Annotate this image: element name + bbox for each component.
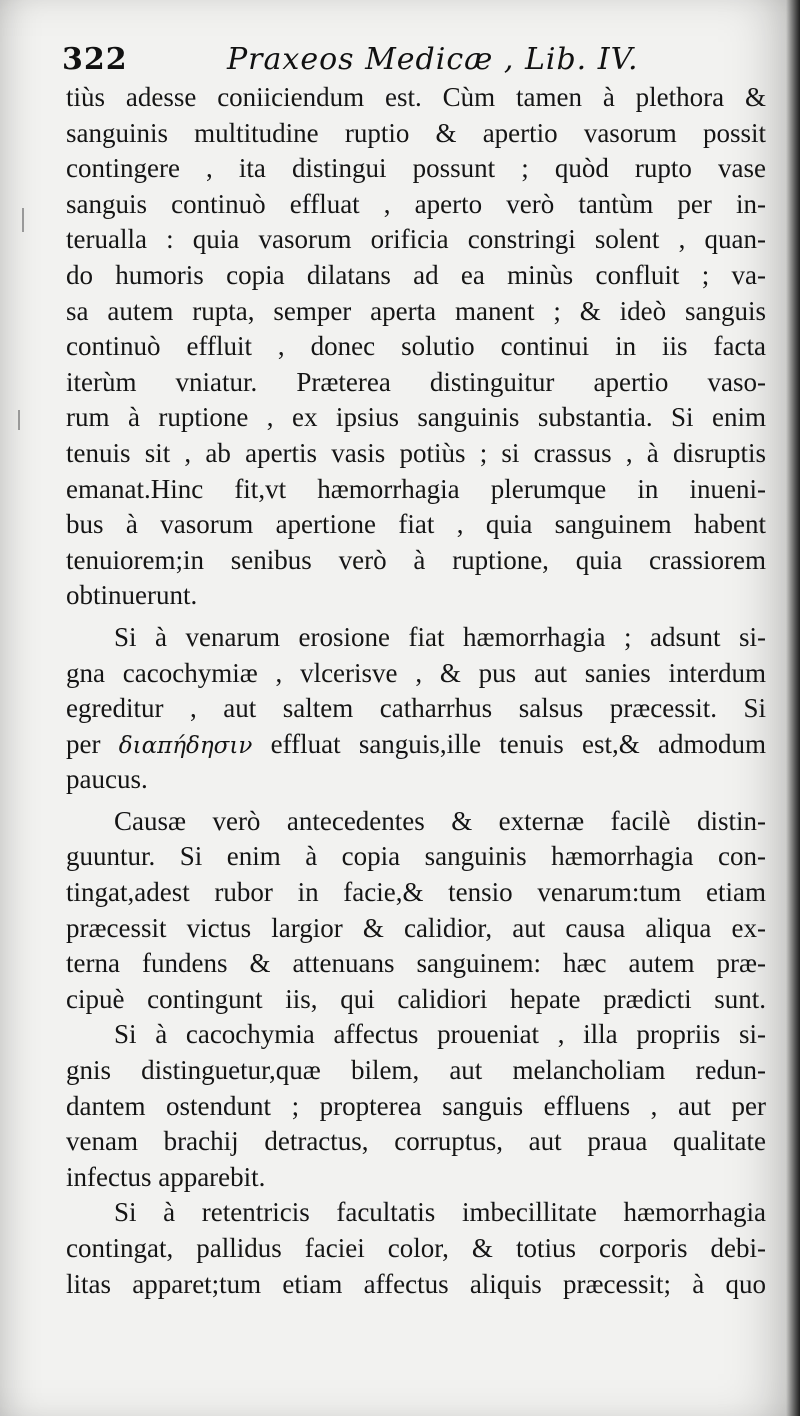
paragraph-start: Si à retentricis facultatis imbecillitate hæmorrhagia (114, 1197, 766, 1228)
text-line: tingat,adest rubor in facie,& tensio venarum:tum etiam (66, 877, 766, 908)
text-line: præcessit victus largior & calidior, aut causa aliqua ex- (66, 912, 766, 943)
text-line: terna fundens & attenuans sanguinem: hæc autem præ- (66, 948, 766, 979)
text-line: egreditur , aut saltem catharrhus salsus præcessit. Si (66, 693, 766, 724)
paragraph-start: Causæ verò antecedentes & externæ facilè distin- (114, 805, 766, 836)
greek-word: διαπήδησιν (118, 732, 253, 759)
text-fragment: effluat sanguis,ille tenuis est,& admodum (270, 728, 766, 759)
text-line: do humoris copia dilatans ad ea minùs confluit ; va- (66, 259, 766, 290)
text-line: rum à ruptione , ex ipsius sanguinis substantia. Si enim (66, 402, 766, 433)
text-line: dantem ostendunt ; propterea sanguis effluens , aut per (66, 1090, 766, 1121)
text-line: obtinuerunt. (66, 580, 198, 611)
text-line: sa autem rupta, semper aperta manent ; & ideò sanguis (66, 295, 766, 326)
text-line: sanguis continuò effluat , aperto verò tantùm per in- (66, 188, 766, 219)
text-line: contingat, pallidus faciei color, & totius corporis debi- (66, 1233, 766, 1263)
text-line: tenuiorem;in senibus verò à ruptione, quia crassiorem (66, 544, 766, 575)
text-line: sanguinis multitudine ruptio & apertio vasorum possit (66, 117, 766, 148)
text-line: venam brachij detractus, corruptus, aut praua qualitate (66, 1126, 766, 1157)
text-line: emanat.Hinc fit,vt hæmorrhagia plerumque in inueni- (66, 473, 766, 504)
page-header (62, 38, 702, 82)
text-body (66, 80, 766, 1302)
text-line: continuò effluit , donec solutio continui in iis facta (66, 331, 766, 362)
text-line: litas apparet;tum etiam affectus aliquis præcessit; à quo (66, 1268, 766, 1299)
text-line: tenuis sit , ab apertis vasis potiùs ; si crassus , à disruptis (66, 437, 766, 468)
text-line: gnis distinguetur,quæ bilem, aut melancholiam redun- (66, 1055, 766, 1086)
page-gutter-shadow (786, 0, 800, 1416)
text-fragment: per (66, 728, 101, 759)
text-line: contingere , ita distingui possunt ; quòd rupto vase (66, 153, 766, 184)
running-title: Praxeos Medicæ , Lib. IV. (227, 42, 639, 77)
text-line: iterùm vniatur. Præterea distinguitur apertio vaso- (66, 366, 766, 397)
text-line: terualla : quia vasorum orificia constringi solent , quan- (66, 224, 766, 255)
text-line: cipuè contingunt iis, qui calidiori hepate prædicti sunt. (66, 983, 766, 1014)
text-line: guuntur. Si enim à copia sanguinis hæmorrhagia con- (66, 841, 766, 872)
text-line: paucus. (66, 764, 148, 795)
paragraph-start: Si à cacochymia affectus proueniat , illa propriis si- (114, 1019, 766, 1050)
margin-mark (22, 208, 24, 232)
margin-mark (18, 410, 20, 430)
page-number: 322 (62, 42, 128, 77)
text-line: infectus apparebit. (66, 1161, 266, 1192)
text-line: bus à vasorum apertione fiat , quia sanguinem habent (66, 509, 766, 540)
text-line-with-greek (66, 727, 766, 763)
text-line: gna cacochymiæ , vlcerisve , & pus aut sanies interdum (66, 657, 766, 688)
text-line: tiùs adesse coniiciendum est. Cùm tamen à plethora & (66, 82, 766, 112)
paragraph-start: Si à venarum erosione fiat hæmorrhagia ; adsunt si- (114, 621, 766, 652)
